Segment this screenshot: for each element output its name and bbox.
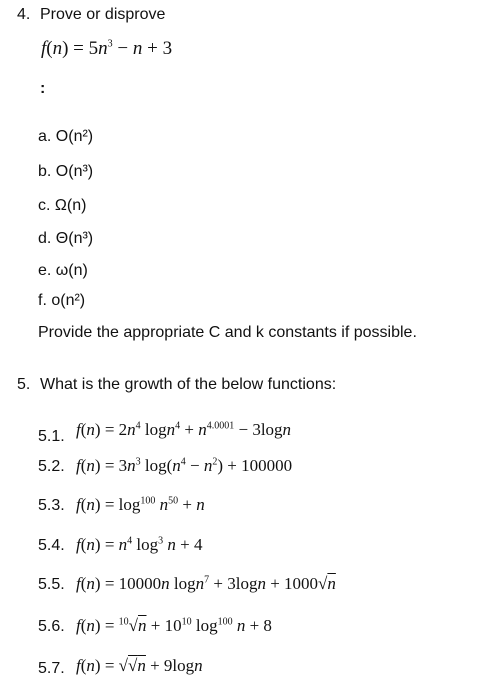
q4-option-c	[38, 197, 86, 215]
q4-option-a	[38, 128, 93, 146]
q5-item-label-4: 5.4.	[38, 537, 65, 554]
q5-item-formula-2: $f(n) = 3n^3$ $\log(n^4 - n^2) + 100000$	[76, 456, 293, 475]
q4-option-f	[38, 292, 85, 310]
q5-item-formula-3: $f(n) = \log^{100} n^{50} + n$	[76, 495, 205, 514]
option-label: c.	[38, 197, 51, 214]
q5-item-label-2: 5.2.	[38, 458, 65, 475]
q5-item-formula-1: $f(n) = 2n^4$ $\log n^4 + n^{4.0001} - 3\log n$	[76, 420, 292, 439]
q4-note: Provide the appropriate C and k constants if possible.	[38, 324, 417, 341]
q4-option-e	[38, 262, 88, 280]
option-label: a.	[38, 128, 52, 145]
option-text: ω(n)	[55, 262, 88, 279]
option-label: e.	[38, 262, 52, 279]
q4-colon: :	[40, 80, 46, 97]
option-label: d.	[38, 230, 52, 247]
option-text: Θ(n³)	[55, 230, 94, 247]
q5-item-label-3: 5.3.	[38, 497, 65, 514]
q5-item-label-1: 5.1.	[38, 428, 65, 445]
q4-title: Prove or disprove	[40, 6, 166, 23]
option-text: o(n²)	[51, 292, 86, 309]
q5-item-formula-5: f(n) = 10000n logn$^7$ + 3logn + 1000√n	[76, 574, 336, 593]
q5-item-label-6: 5.6.	[38, 618, 65, 635]
q4-option-b	[38, 163, 93, 181]
q5-item-formula-6: $f(n) = ^{10}√n + 10^{10}$ $\log^{100} n + 8$	[76, 616, 272, 635]
option-label: b.	[38, 163, 52, 180]
option-text: Ω(n)	[54, 197, 87, 214]
q5-item-formula-4: $f(n) = n^4$ $\log^3 n + 4$	[76, 535, 203, 554]
q4-number: 4.	[17, 6, 31, 23]
option-label: f.	[38, 292, 47, 309]
q4-function: $f(n) = 5n^3 - n + 3$	[41, 38, 173, 59]
q5-number: 5.	[17, 376, 31, 393]
option-text: O(n³)	[55, 163, 94, 180]
q5-item-label-5: 5.5.	[38, 576, 65, 593]
q5-item-label-7: 5.7.	[38, 660, 65, 677]
q5-title: What is the growth of the below functions:	[40, 376, 337, 393]
option-text: O(n²)	[55, 128, 94, 145]
q5-item-formula-7: f(n) = √√n + 9logn	[76, 656, 203, 675]
q4-option-d	[38, 230, 93, 248]
